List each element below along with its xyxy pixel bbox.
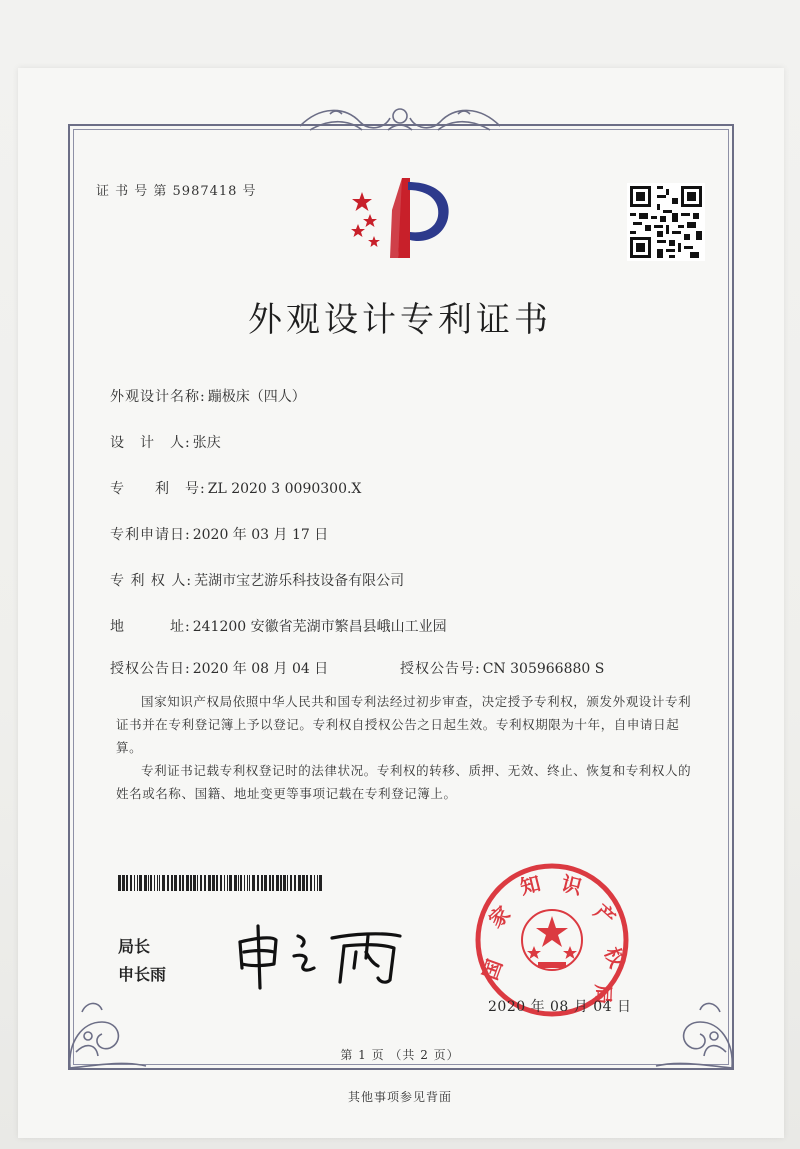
address-value: 241200 安徽省芜湖市繁昌县峨山工业园 [192, 619, 447, 635]
grant-date-row [110, 658, 328, 678]
barcode-bar [197, 875, 198, 891]
director-signature [232, 912, 412, 992]
barcode-bar [179, 875, 181, 891]
barcode-bar [137, 875, 138, 891]
barcode-bar [208, 875, 211, 891]
barcode-bar [159, 875, 160, 891]
barcode-bar [216, 875, 218, 891]
barcode-bar [314, 875, 315, 891]
body-paragraph-2: 专利证书记载专利权登记时的法律状况。专利权的转移、质押、无效、终止、恢复和专利权人的姓名或名称、国籍、地址变更等事项记载在专利登记簿上。 [116, 763, 692, 801]
design-name-label: 外观设计名称: [110, 389, 206, 405]
certificate-title: 外观设计专利证书 [248, 300, 552, 340]
barcode-bar [234, 875, 237, 891]
barcode-bar [249, 875, 250, 891]
barcode-bar [220, 875, 222, 891]
grant-date-value: 2020 年 08 月 04 日 [192, 661, 329, 677]
barcode-bar [244, 875, 245, 891]
barcode-bar [193, 875, 196, 891]
director-title: 局长 [118, 937, 151, 956]
top-ornament [290, 100, 510, 140]
svg-text:局: 局 [590, 983, 616, 1005]
filing-date-label: 专利申请日: [110, 527, 191, 543]
address-label: 地 址: [110, 619, 191, 635]
grant-date-label: 授权公告日: [110, 661, 191, 677]
filing-date-row [110, 524, 328, 544]
barcode-bar [122, 875, 125, 891]
barcode-bar [306, 875, 308, 891]
barcode-bar [204, 875, 206, 891]
barcode-bar [280, 875, 282, 891]
barcode-bar [264, 875, 267, 891]
barcode-bar [190, 875, 192, 891]
grant-number-row [400, 658, 604, 678]
svg-text:国: 国 [477, 956, 508, 984]
barcode-bar [257, 875, 259, 891]
svg-text:识: 识 [559, 871, 585, 900]
barcode-bar [247, 875, 248, 891]
barcode-bar [240, 875, 242, 891]
patent-number-label: 专 利 号: [110, 481, 206, 497]
barcode-bar [150, 875, 152, 891]
barcode-bar [134, 875, 135, 891]
barcode-bar [167, 875, 169, 891]
barcode-bar [252, 875, 255, 891]
barcode-bar [126, 875, 128, 891]
barcode-bar [261, 875, 263, 891]
barcode-bar [174, 875, 177, 891]
patentee-row [110, 570, 404, 590]
barcode-bar [154, 875, 155, 891]
qr-code [627, 183, 705, 261]
patent-number-value: ZL 2020 3 0090300.X [207, 481, 362, 497]
barcode-bar [130, 875, 132, 891]
barcode-bar [139, 875, 142, 891]
footer-note: 其他事项参见背面 [347, 1090, 452, 1104]
barcode-bar [319, 875, 322, 891]
barcode-bar [171, 875, 173, 891]
barcode-bar [200, 875, 202, 891]
director-name: 申长雨 [118, 965, 167, 984]
barcode-bar [148, 875, 149, 891]
design-name-row [110, 386, 306, 406]
barcode-bar [238, 875, 239, 891]
barcode-bar [229, 875, 232, 891]
patentee-value: 芜湖市宝艺游乐科技设备有限公司 [194, 573, 405, 589]
barcode-bar [276, 875, 279, 891]
barcode-bar [182, 875, 184, 891]
barcode-bar [302, 875, 305, 891]
svg-text:权: 权 [599, 943, 630, 972]
cnipa-logo [340, 170, 460, 262]
design-name-value: 蹦极床（四人） [207, 389, 306, 405]
page-number: 第 1 页 （共 2 页） [340, 1048, 460, 1062]
body-paragraph-1: 国家知识产权局依照中华人民共和国专利法经过初步审查，决定授予专利权，颁发外观设计专利证书并在专利登记簿上予以登记。专利权自授权公告之日起生效。专利权期限为十年，自申请日起算。 [116, 694, 692, 755]
barcode-bar [224, 875, 225, 891]
barcode-bar [272, 875, 274, 891]
barcode-bar [186, 875, 189, 891]
barcode-bar [162, 875, 165, 891]
barcode-bar [269, 875, 271, 891]
grant-number-label: 授权公告号: [400, 661, 481, 677]
seal-date: 2020 年 08 月 04 日 [488, 999, 632, 1015]
barcode-bar [290, 875, 292, 891]
designer-label: 设 计 人: [110, 435, 191, 451]
barcode-bar [283, 875, 286, 891]
certificate-body [116, 690, 698, 805]
barcode-bar [298, 875, 301, 891]
patent-number-row [110, 478, 361, 498]
barcode-bar [310, 875, 312, 891]
svg-text:知: 知 [517, 871, 543, 900]
barcode-bar [317, 875, 318, 891]
barcode-bar [144, 875, 147, 891]
svg-text:产: 产 [589, 899, 621, 931]
barcode-bar [157, 875, 158, 891]
barcode [118, 875, 322, 891]
barcode-bar [294, 875, 296, 891]
barcode-bar [287, 875, 288, 891]
barcode-bar [118, 875, 121, 891]
designer-value: 张庆 [192, 435, 221, 451]
barcode-bar [212, 875, 215, 891]
barcode-bar [227, 875, 228, 891]
patentee-label: 专 利 权 人: [110, 573, 193, 589]
designer-row [110, 432, 221, 452]
svg-text:家: 家 [483, 901, 515, 933]
address-row [110, 616, 447, 636]
certificate-number: 证 书 号 第 5987418 号 [96, 184, 257, 199]
grant-number-value: CN 305966880 S [482, 661, 605, 677]
filing-date-value: 2020 年 03 月 17 日 [192, 527, 329, 543]
